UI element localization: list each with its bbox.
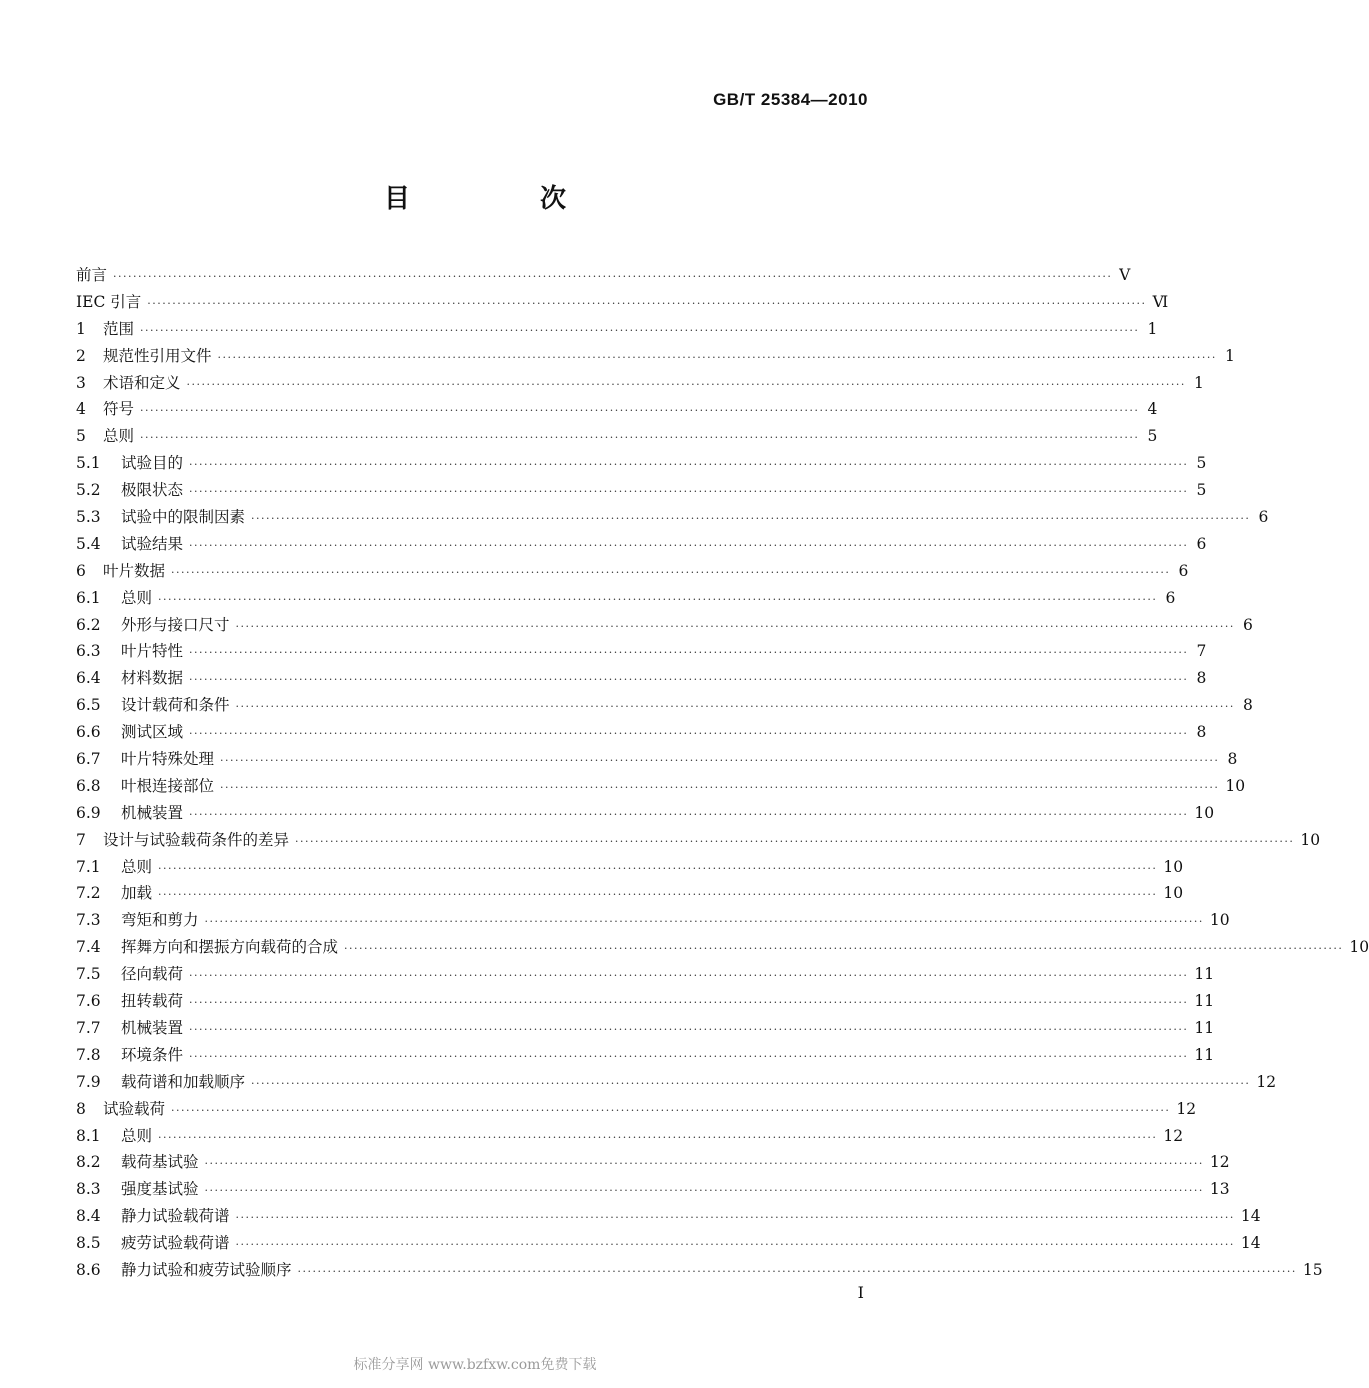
toc-entry-number: 7.4 bbox=[76, 938, 101, 957]
toc-entry[interactable] bbox=[76, 1070, 1277, 1097]
toc-entry[interactable] bbox=[76, 828, 1321, 855]
toc-entry-label: 径向载荷 bbox=[121, 965, 184, 984]
toc-entry-label: 静力试验载荷谱 bbox=[121, 1207, 230, 1226]
dot-leader: ········································································································································································································ bbox=[171, 1103, 1171, 1117]
toc-entry[interactable] bbox=[76, 639, 1207, 666]
toc-entry-page: 1 bbox=[1224, 346, 1235, 365]
dot-leader: ········································································································································································································ bbox=[204, 915, 1204, 929]
dot-leader: ········································································································································································································ bbox=[235, 700, 1235, 714]
table-of-contents bbox=[76, 263, 1369, 1285]
toc-entry[interactable] bbox=[76, 908, 1230, 935]
toc-entry[interactable] bbox=[76, 1016, 1215, 1043]
toc-entry-label: 环境条件 bbox=[121, 1045, 184, 1064]
toc-entry-page: 12 bbox=[1256, 1072, 1277, 1091]
toc-entry-page: 6 bbox=[1165, 588, 1176, 607]
toc-entry-page: 10 bbox=[1163, 884, 1184, 903]
dot-leader: ········································································································································································································ bbox=[113, 270, 1113, 283]
dot-leader: ········································································································································································································ bbox=[189, 996, 1189, 1010]
toc-entry-label: 材料数据 bbox=[121, 669, 184, 688]
toc-entry-label: 总则 bbox=[103, 427, 135, 446]
toc-entry[interactable] bbox=[76, 478, 1207, 505]
toc-entry[interactable] bbox=[76, 613, 1253, 640]
toc-entry-number: 5 bbox=[76, 427, 86, 446]
toc-entry-label: 术语和定义 bbox=[103, 373, 181, 392]
dot-leader: ········································································································································································································ bbox=[297, 1264, 1297, 1278]
toc-entry-label: 总则 bbox=[121, 857, 153, 876]
toc-entry-label: 前言 bbox=[76, 266, 108, 284]
toc-entry-number: 8.5 bbox=[76, 1234, 101, 1253]
standard-code: GB/T 25384—2010 bbox=[713, 90, 868, 109]
toc-entry-page: 15 bbox=[1302, 1260, 1323, 1279]
toc-entry-page: 8 bbox=[1227, 750, 1238, 769]
toc-entry[interactable] bbox=[76, 747, 1238, 774]
toc-entry-page: 6 bbox=[1196, 534, 1207, 553]
toc-entry-number: 6.3 bbox=[76, 642, 101, 661]
toc-entry-number: 7.6 bbox=[76, 992, 101, 1011]
toc-entry-number: 6.7 bbox=[76, 750, 101, 769]
toc-entry[interactable] bbox=[76, 317, 1158, 344]
toc-entry-page: 6 bbox=[1242, 615, 1253, 634]
toc-entry-number: 5.4 bbox=[76, 534, 101, 553]
toc-entry-page: 1 bbox=[1147, 319, 1158, 338]
toc-entry-number: 6.9 bbox=[76, 803, 101, 822]
toc-entry[interactable] bbox=[76, 505, 1269, 532]
toc-entry-label: 符号 bbox=[103, 400, 135, 419]
toc-entry[interactable] bbox=[76, 720, 1207, 747]
toc-entry[interactable] bbox=[76, 1097, 1197, 1124]
toc-entry-number: 7.8 bbox=[76, 1045, 101, 1064]
toc-entry-number: 8.2 bbox=[76, 1153, 101, 1172]
dot-leader: ········································································································································································································ bbox=[189, 485, 1189, 499]
dot-leader: ········································································································································································································ bbox=[158, 888, 1158, 902]
dot-leader: ········································································································································································································ bbox=[220, 780, 1220, 794]
dot-leader: ········································································································································································································ bbox=[251, 1076, 1251, 1090]
toc-entry-page: 10 bbox=[1300, 830, 1321, 849]
toc-entry-number: 7.2 bbox=[76, 884, 101, 903]
toc-entry-number: 8.6 bbox=[76, 1260, 101, 1279]
toc-entry-page: 6 bbox=[1178, 561, 1189, 580]
toc-entry-number: 8 bbox=[76, 1099, 86, 1118]
dot-leader: ········································································································································································································ bbox=[189, 807, 1189, 821]
toc-entry-number: 8.3 bbox=[76, 1180, 101, 1199]
toc-entry[interactable] bbox=[76, 263, 1131, 290]
toc-entry-page: 6 bbox=[1258, 508, 1269, 527]
toc-entry-page: 7 bbox=[1196, 642, 1207, 661]
dot-leader: ········································································································································································································ bbox=[140, 431, 1140, 445]
toc-entry[interactable] bbox=[76, 1124, 1184, 1151]
toc-entry-page: 13 bbox=[1209, 1180, 1230, 1199]
toc-entry-number: 2 bbox=[76, 346, 86, 365]
toc-entry-number: 6 bbox=[76, 561, 86, 580]
toc-entry-label: 总则 bbox=[121, 1126, 153, 1145]
toc-entry[interactable] bbox=[76, 801, 1215, 828]
toc-entry-page: 4 bbox=[1147, 400, 1158, 419]
toc-entry[interactable] bbox=[76, 424, 1158, 451]
toc-entry-number: 6.5 bbox=[76, 696, 101, 715]
dot-leader: ········································································································································································································ bbox=[158, 861, 1158, 875]
toc-entry-label: 载荷谱和加载顺序 bbox=[121, 1072, 246, 1091]
dot-leader: ········································································································································································································ bbox=[220, 754, 1220, 768]
dot-leader: ········································································································································································································ bbox=[186, 377, 1186, 391]
toc-entry-page: 10 bbox=[1225, 776, 1246, 795]
toc-entry-number: 4 bbox=[76, 400, 86, 419]
toc-entry-number: 5.3 bbox=[76, 508, 101, 527]
toc-entry-page: 11 bbox=[1194, 1018, 1215, 1037]
toc-entry[interactable] bbox=[76, 451, 1207, 478]
toc-entry-page: 10 bbox=[1209, 911, 1230, 930]
toc-entry[interactable] bbox=[76, 989, 1215, 1016]
toc-entry-label: 机械装置 bbox=[121, 803, 184, 822]
dot-leader: ········································································································································································································ bbox=[235, 1238, 1235, 1252]
dot-leader: ········································································································································································································ bbox=[235, 619, 1235, 633]
toc-entry-label: 加载 bbox=[121, 884, 153, 903]
toc-entry[interactable] bbox=[76, 881, 1184, 908]
dot-leader: ········································································································································································································ bbox=[158, 1130, 1158, 1144]
toc-entry[interactable] bbox=[76, 1177, 1230, 1204]
dot-leader: ········································································································································································································ bbox=[251, 512, 1251, 526]
dot-leader: ········································································································································································································ bbox=[204, 1157, 1204, 1171]
toc-entry-label: 弯矩和剪力 bbox=[121, 911, 199, 930]
toc-entry[interactable] bbox=[76, 1043, 1215, 1070]
toc-entry-page: 5 bbox=[1196, 481, 1207, 500]
toc-entry-page: 5 bbox=[1147, 427, 1158, 446]
toc-entry[interactable] bbox=[76, 855, 1184, 882]
toc-entry[interactable] bbox=[76, 371, 1204, 398]
toc-entry[interactable] bbox=[76, 344, 1235, 371]
toc-entry[interactable] bbox=[76, 1258, 1323, 1285]
toc-entry-number: 6.1 bbox=[76, 588, 101, 607]
toc-entry[interactable] bbox=[76, 559, 1189, 586]
toc-entry[interactable] bbox=[76, 962, 1215, 989]
dot-leader: ········································································································································································································ bbox=[217, 350, 1217, 364]
toc-entry-label: 叶根连接部位 bbox=[121, 776, 215, 795]
toc-entry[interactable] bbox=[76, 397, 1158, 424]
toc-entry[interactable] bbox=[76, 1204, 1261, 1231]
toc-entry[interactable] bbox=[76, 693, 1253, 720]
dot-leader: ········································································································································································································ bbox=[189, 458, 1189, 472]
toc-entry[interactable] bbox=[76, 774, 1246, 801]
toc-entry-label: 叶片数据 bbox=[103, 561, 166, 580]
watermark-text: 标准分享网 www.bzfxw.com免费下载 bbox=[353, 1357, 597, 1373]
toc-entry-page: 11 bbox=[1194, 992, 1215, 1011]
toc-entry-number: 7.7 bbox=[76, 1018, 101, 1037]
toc-entry-label: 试验目的 bbox=[121, 454, 184, 473]
page-number: I bbox=[857, 1283, 864, 1302]
toc-entry[interactable] bbox=[76, 1150, 1230, 1177]
dot-leader: ········································································································································································································ bbox=[295, 834, 1295, 848]
dot-leader: ········································································································································································································ bbox=[189, 969, 1189, 983]
toc-entry-label: 静力试验和疲劳试验顺序 bbox=[121, 1260, 292, 1279]
toc-entry[interactable] bbox=[76, 532, 1207, 559]
toc-entry-label: 扭转载荷 bbox=[121, 992, 184, 1011]
toc-entry-label: 总则 bbox=[121, 588, 153, 607]
toc-entry[interactable] bbox=[76, 935, 1369, 962]
toc-entry-page: 1 bbox=[1193, 373, 1204, 392]
toc-entry-label: 极限状态 bbox=[121, 481, 184, 500]
page-title: 目 次 bbox=[383, 184, 618, 214]
toc-entry-label: 设计载荷和条件 bbox=[121, 696, 230, 715]
toc-entry[interactable] bbox=[76, 586, 1176, 613]
toc-entry-number: 7.3 bbox=[76, 911, 101, 930]
dot-leader: ········································································································································································································ bbox=[189, 1022, 1189, 1036]
toc-entry-label: 强度基试验 bbox=[121, 1180, 199, 1199]
toc-entry-label: 规范性引用文件 bbox=[103, 346, 212, 365]
toc-entry-number: 7.1 bbox=[76, 857, 101, 876]
dot-leader: ········································································································································································································ bbox=[235, 1211, 1235, 1225]
dot-leader: ········································································································································································································ bbox=[344, 942, 1344, 956]
toc-entry-label: 载荷基试验 bbox=[121, 1153, 199, 1172]
toc-entry[interactable] bbox=[76, 290, 1169, 317]
toc-entry-label: 设计与试验载荷条件的差异 bbox=[103, 830, 290, 849]
dot-leader: ········································································································································································································ bbox=[171, 565, 1171, 579]
toc-entry-number: 6.4 bbox=[76, 669, 101, 688]
dot-leader: ········································································································································································································ bbox=[189, 646, 1189, 660]
toc-entry-label: 试验结果 bbox=[121, 534, 184, 553]
toc-entry-page: 8 bbox=[1196, 669, 1207, 688]
toc-entry-page: 8 bbox=[1196, 723, 1207, 742]
dot-leader: ········································································································································································································ bbox=[140, 323, 1140, 337]
toc-entry-label: 叶片特性 bbox=[121, 642, 184, 661]
toc-entry-page: 14 bbox=[1240, 1207, 1261, 1226]
toc-entry-label: 叶片特殊处理 bbox=[121, 750, 215, 769]
toc-entry-page: 5 bbox=[1196, 454, 1207, 473]
toc-entry-number: 8.4 bbox=[76, 1207, 101, 1226]
toc-entry-number: 5.1 bbox=[76, 454, 101, 473]
toc-entry-page: 11 bbox=[1194, 1045, 1215, 1064]
toc-entry-page: 10 bbox=[1163, 857, 1184, 876]
toc-entry-number: 6.8 bbox=[76, 776, 101, 795]
dot-leader: ········································································································································································································ bbox=[189, 727, 1189, 741]
toc-entry-label: 试验载荷 bbox=[103, 1099, 166, 1118]
toc-entry-page: V bbox=[1119, 266, 1131, 284]
toc-entry-number: 1 bbox=[76, 319, 86, 338]
toc-entry-page: 11 bbox=[1194, 965, 1215, 984]
toc-entry-number: 7 bbox=[76, 830, 86, 849]
dot-leader: ········································································································································································································ bbox=[158, 592, 1158, 606]
toc-entry[interactable] bbox=[76, 1231, 1261, 1258]
toc-entry-label: IEC 引言 bbox=[76, 292, 142, 311]
toc-entry-number: 7.5 bbox=[76, 965, 101, 984]
toc-entry-number: 6.6 bbox=[76, 723, 101, 742]
dot-leader: ········································································································································································································ bbox=[189, 1049, 1189, 1063]
toc-entry-page: 14 bbox=[1240, 1234, 1261, 1253]
toc-entry-number: 6.2 bbox=[76, 615, 101, 634]
toc-entry-page: 12 bbox=[1209, 1153, 1230, 1172]
toc-entry-number: 3 bbox=[76, 373, 86, 392]
toc-entry-page: 10 bbox=[1194, 803, 1215, 822]
toc-entry-page: 8 bbox=[1242, 696, 1253, 715]
dot-leader: ········································································································································································································ bbox=[147, 296, 1147, 310]
toc-entry-label: 外形与接口尺寸 bbox=[121, 615, 230, 634]
toc-entry-page: 12 bbox=[1176, 1099, 1197, 1118]
toc-entry-label: 挥舞方向和摆振方向载荷的合成 bbox=[121, 938, 339, 957]
toc-entry-page: 12 bbox=[1163, 1126, 1184, 1145]
toc-entry-label: 试验中的限制因素 bbox=[121, 508, 246, 527]
toc-entry-label: 疲劳试验载荷谱 bbox=[121, 1234, 230, 1253]
dot-leader: ········································································································································································································ bbox=[189, 538, 1189, 552]
toc-entry-label: 测试区域 bbox=[121, 723, 184, 742]
dot-leader: ········································································································································································································ bbox=[140, 404, 1140, 418]
toc-entry-number: 5.2 bbox=[76, 481, 101, 500]
dot-leader: ········································································································································································································ bbox=[204, 1184, 1204, 1198]
toc-entry-number: 7.9 bbox=[76, 1072, 101, 1091]
toc-entry-number: 8.1 bbox=[76, 1126, 101, 1145]
toc-entry[interactable] bbox=[76, 666, 1207, 693]
dot-leader: ········································································································································································································ bbox=[189, 673, 1189, 687]
toc-entry-page: 10 bbox=[1349, 938, 1369, 957]
toc-entry-label: 范围 bbox=[103, 319, 135, 338]
toc-entry-page: Ⅵ bbox=[1152, 292, 1169, 311]
toc-entry-label: 机械装置 bbox=[121, 1018, 184, 1037]
